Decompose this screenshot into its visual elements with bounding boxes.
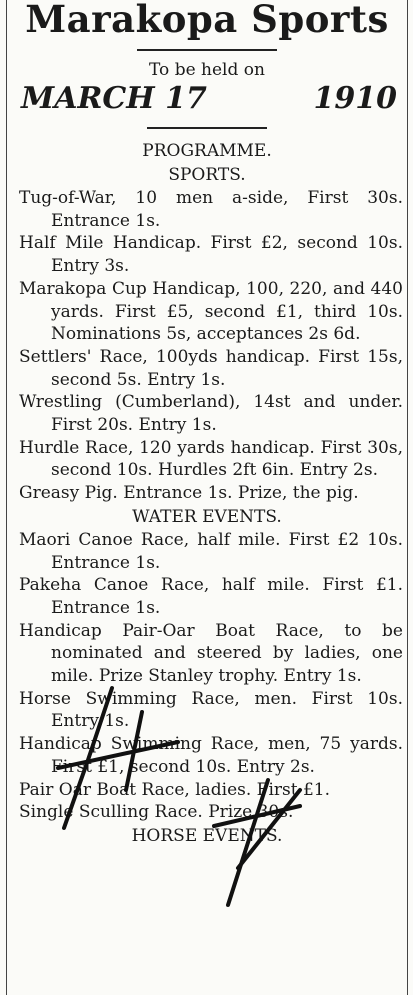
subtitle: To be held on	[149, 60, 265, 80]
sports-entry: Wrestling (Cumberland), 14st and under. First 20s. Entry 1s.	[19, 392, 403, 436]
water-entry: Pakeha Canoe Race, half mile. First £1. Entrance 1s.	[19, 575, 403, 618]
water-entry: Single Sculling Race. Prize 30s.	[19, 802, 294, 823]
date-divider	[147, 127, 267, 129]
water-entry: Handicap Swimming Race, men, 75 yards. First £1, second 10s. Entry 2s.	[19, 734, 403, 777]
page-title: Marakopa Sports	[25, 0, 389, 41]
event-date-day: MARCH 17	[21, 81, 207, 116]
newspaper-column	[6, 0, 408, 995]
sports-heading: SPORTS.	[168, 165, 246, 185]
sports-entry: Marakopa Cup Handicap, 100, 220, and 440 yards. First £5, second £1, third 10s. Nominations 5s, acceptances 2s 6d.	[19, 278, 403, 345]
water-entry: Horse Swimming Race, men. First 10s. Entry 1s.	[19, 688, 403, 732]
event-date	[21, 81, 397, 117]
water-entry: Pair Oar Boat Race, ladies. First £1.	[19, 779, 331, 800]
sports-entry: Greasy Pig. Entrance 1s. Prize, the pig.	[19, 483, 359, 504]
water-entry: Maori Canoe Race, half mile. First £2 10s. Entrance 1s.	[19, 529, 403, 573]
event-date-year: 1910	[313, 81, 397, 116]
water-entry: Handicap Pair-Oar Boat Race, to be nominated and steered by ladies, one mile. Prize Stanley trophy. Entry 1s.	[19, 620, 403, 687]
sports-entry: Hurdle Race, 120 yards handicap. First 30s, second 10s. Hurdles 2ft 6in. Entry 2s.	[19, 437, 403, 481]
title-divider	[137, 49, 277, 51]
sports-entry: Tug-of-War, 10 men a-side, First 30s. Entrance 1s.	[19, 188, 403, 231]
water-events-heading: WATER EVENTS.	[132, 506, 282, 527]
horse-events-heading: HORSE EVENTS.	[131, 825, 283, 846]
sports-entry: Settlers' Race, 100yds handicap. First 15s, second 5s. Entry 1s.	[19, 346, 403, 390]
programme-heading: PROGRAMME.	[142, 141, 272, 161]
sports-entry: Half Mile Handicap. First £2, second 10s. Entry 3s.	[19, 233, 403, 277]
